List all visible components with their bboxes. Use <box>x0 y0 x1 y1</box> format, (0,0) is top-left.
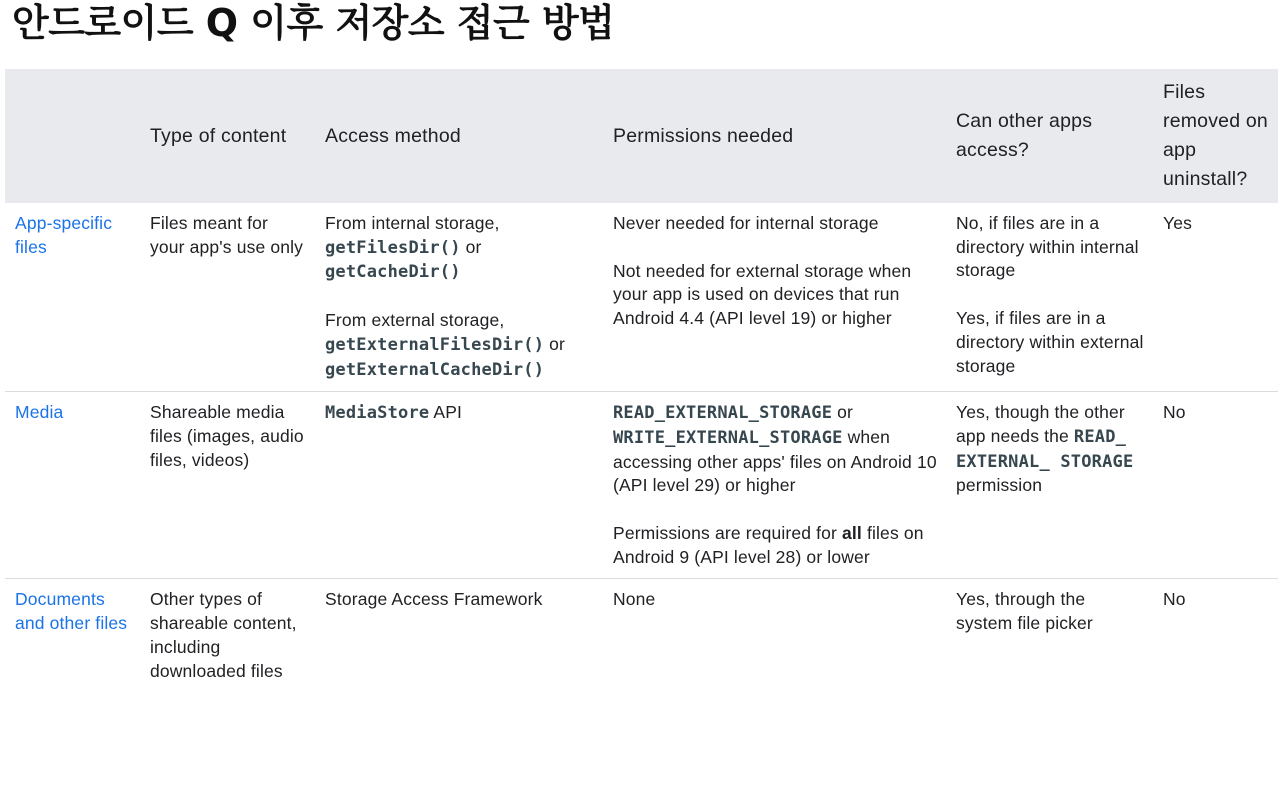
header-files-removed: Files removed on app uninstall? <box>1163 81 1268 190</box>
permissions-media-paragraph <box>613 401 938 498</box>
permissions-text: Permissions are required for <box>613 523 838 544</box>
table-row-app-specific <box>5 203 1278 392</box>
header-type-of-content: Type of content <box>150 124 287 147</box>
row-access-cell: Storage Access Framework <box>325 589 543 610</box>
access-external-paragraph <box>325 309 595 382</box>
code-write-external-storage: WRITE_EXTERNAL_STORAGE <box>613 427 843 448</box>
code-read-external-storage: READ_EXTERNAL_STORAGE <box>613 403 833 424</box>
table-row-documents <box>5 579 1278 692</box>
code-get-files-dir: getFilesDir() <box>325 237 461 258</box>
other-apps-text: Yes, though the other app needs the <box>956 402 1125 446</box>
other-apps-text: permission <box>956 475 1043 496</box>
access-text: API <box>433 402 463 423</box>
row-category-app-specific: App-specific files <box>5 203 140 392</box>
permissions-text: files on Android 9 (API level 28) or lower <box>613 523 924 567</box>
table-row-media <box>5 392 1278 579</box>
permissions-all-emphasis: all <box>842 523 862 544</box>
row-other-apps-cell <box>946 392 1153 579</box>
access-or: or <box>465 236 482 257</box>
header-access-method: Access method <box>325 124 461 147</box>
code-get-cache-dir: getCacheDir() <box>325 262 461 283</box>
row-access-cell <box>315 203 603 392</box>
header-other-apps-access: Can other apps access? <box>956 110 1093 161</box>
code-get-external-cache-dir: getExternalCacheDir() <box>325 359 545 380</box>
row-type-cell: Files meant for your app's use only <box>140 203 315 392</box>
row-type-cell: Shareable media files (images, audio files, videos) <box>140 392 315 579</box>
code-get-external-files-dir: getExternalFilesDir() <box>325 334 545 355</box>
table-header-row <box>5 69 1278 203</box>
access-text: From external storage, <box>325 310 505 331</box>
row-access-cell <box>315 392 603 579</box>
row-other-apps-cell: Yes, through the system file picker <box>956 589 1093 634</box>
other-apps-internal: No, if files are in a directory within internal storage <box>956 213 1139 281</box>
permissions-legacy-paragraph <box>613 522 938 569</box>
row-category-media: Media <box>5 392 140 579</box>
other-apps-external: Yes, if files are in a directory within external storage <box>956 308 1144 376</box>
permissions-or: or <box>837 402 854 423</box>
permissions-text: when accessing other apps' files on Android 10 (API level 29) or higher <box>613 426 937 496</box>
header-category <box>5 69 140 203</box>
access-or: or <box>549 333 566 354</box>
row-removed-cell: No <box>1163 589 1186 610</box>
code-mediastore: MediaStore <box>325 403 430 424</box>
page-title: 안드로이드 Q 이후 저장소 접근 방법 <box>12 1 615 45</box>
access-internal-paragraph <box>325 212 595 285</box>
row-other-apps-cell <box>946 203 1153 392</box>
header-permissions-needed: Permissions needed <box>613 124 794 147</box>
permissions-external: Not needed for external storage when your app is used on devices that run Android 4.4 (API level 19) or higher <box>613 260 912 329</box>
row-removed-cell: Yes <box>1153 203 1278 392</box>
access-text: From internal storage, <box>325 213 500 233</box>
row-category-documents: Documents and other files <box>15 589 128 634</box>
row-permissions-cell <box>603 203 946 392</box>
storage-access-table <box>5 69 1278 692</box>
row-removed-cell: No <box>1153 392 1278 579</box>
permissions-internal: Never needed for internal storage <box>613 213 879 233</box>
row-permissions-cell <box>603 392 946 579</box>
row-permissions-cell: None <box>613 589 656 610</box>
code-read-external-storage-permission: READ_ EXTERNAL_ STORAGE <box>956 426 1134 472</box>
row-type-cell: Other types of shareable content, including downloaded files <box>150 589 297 681</box>
